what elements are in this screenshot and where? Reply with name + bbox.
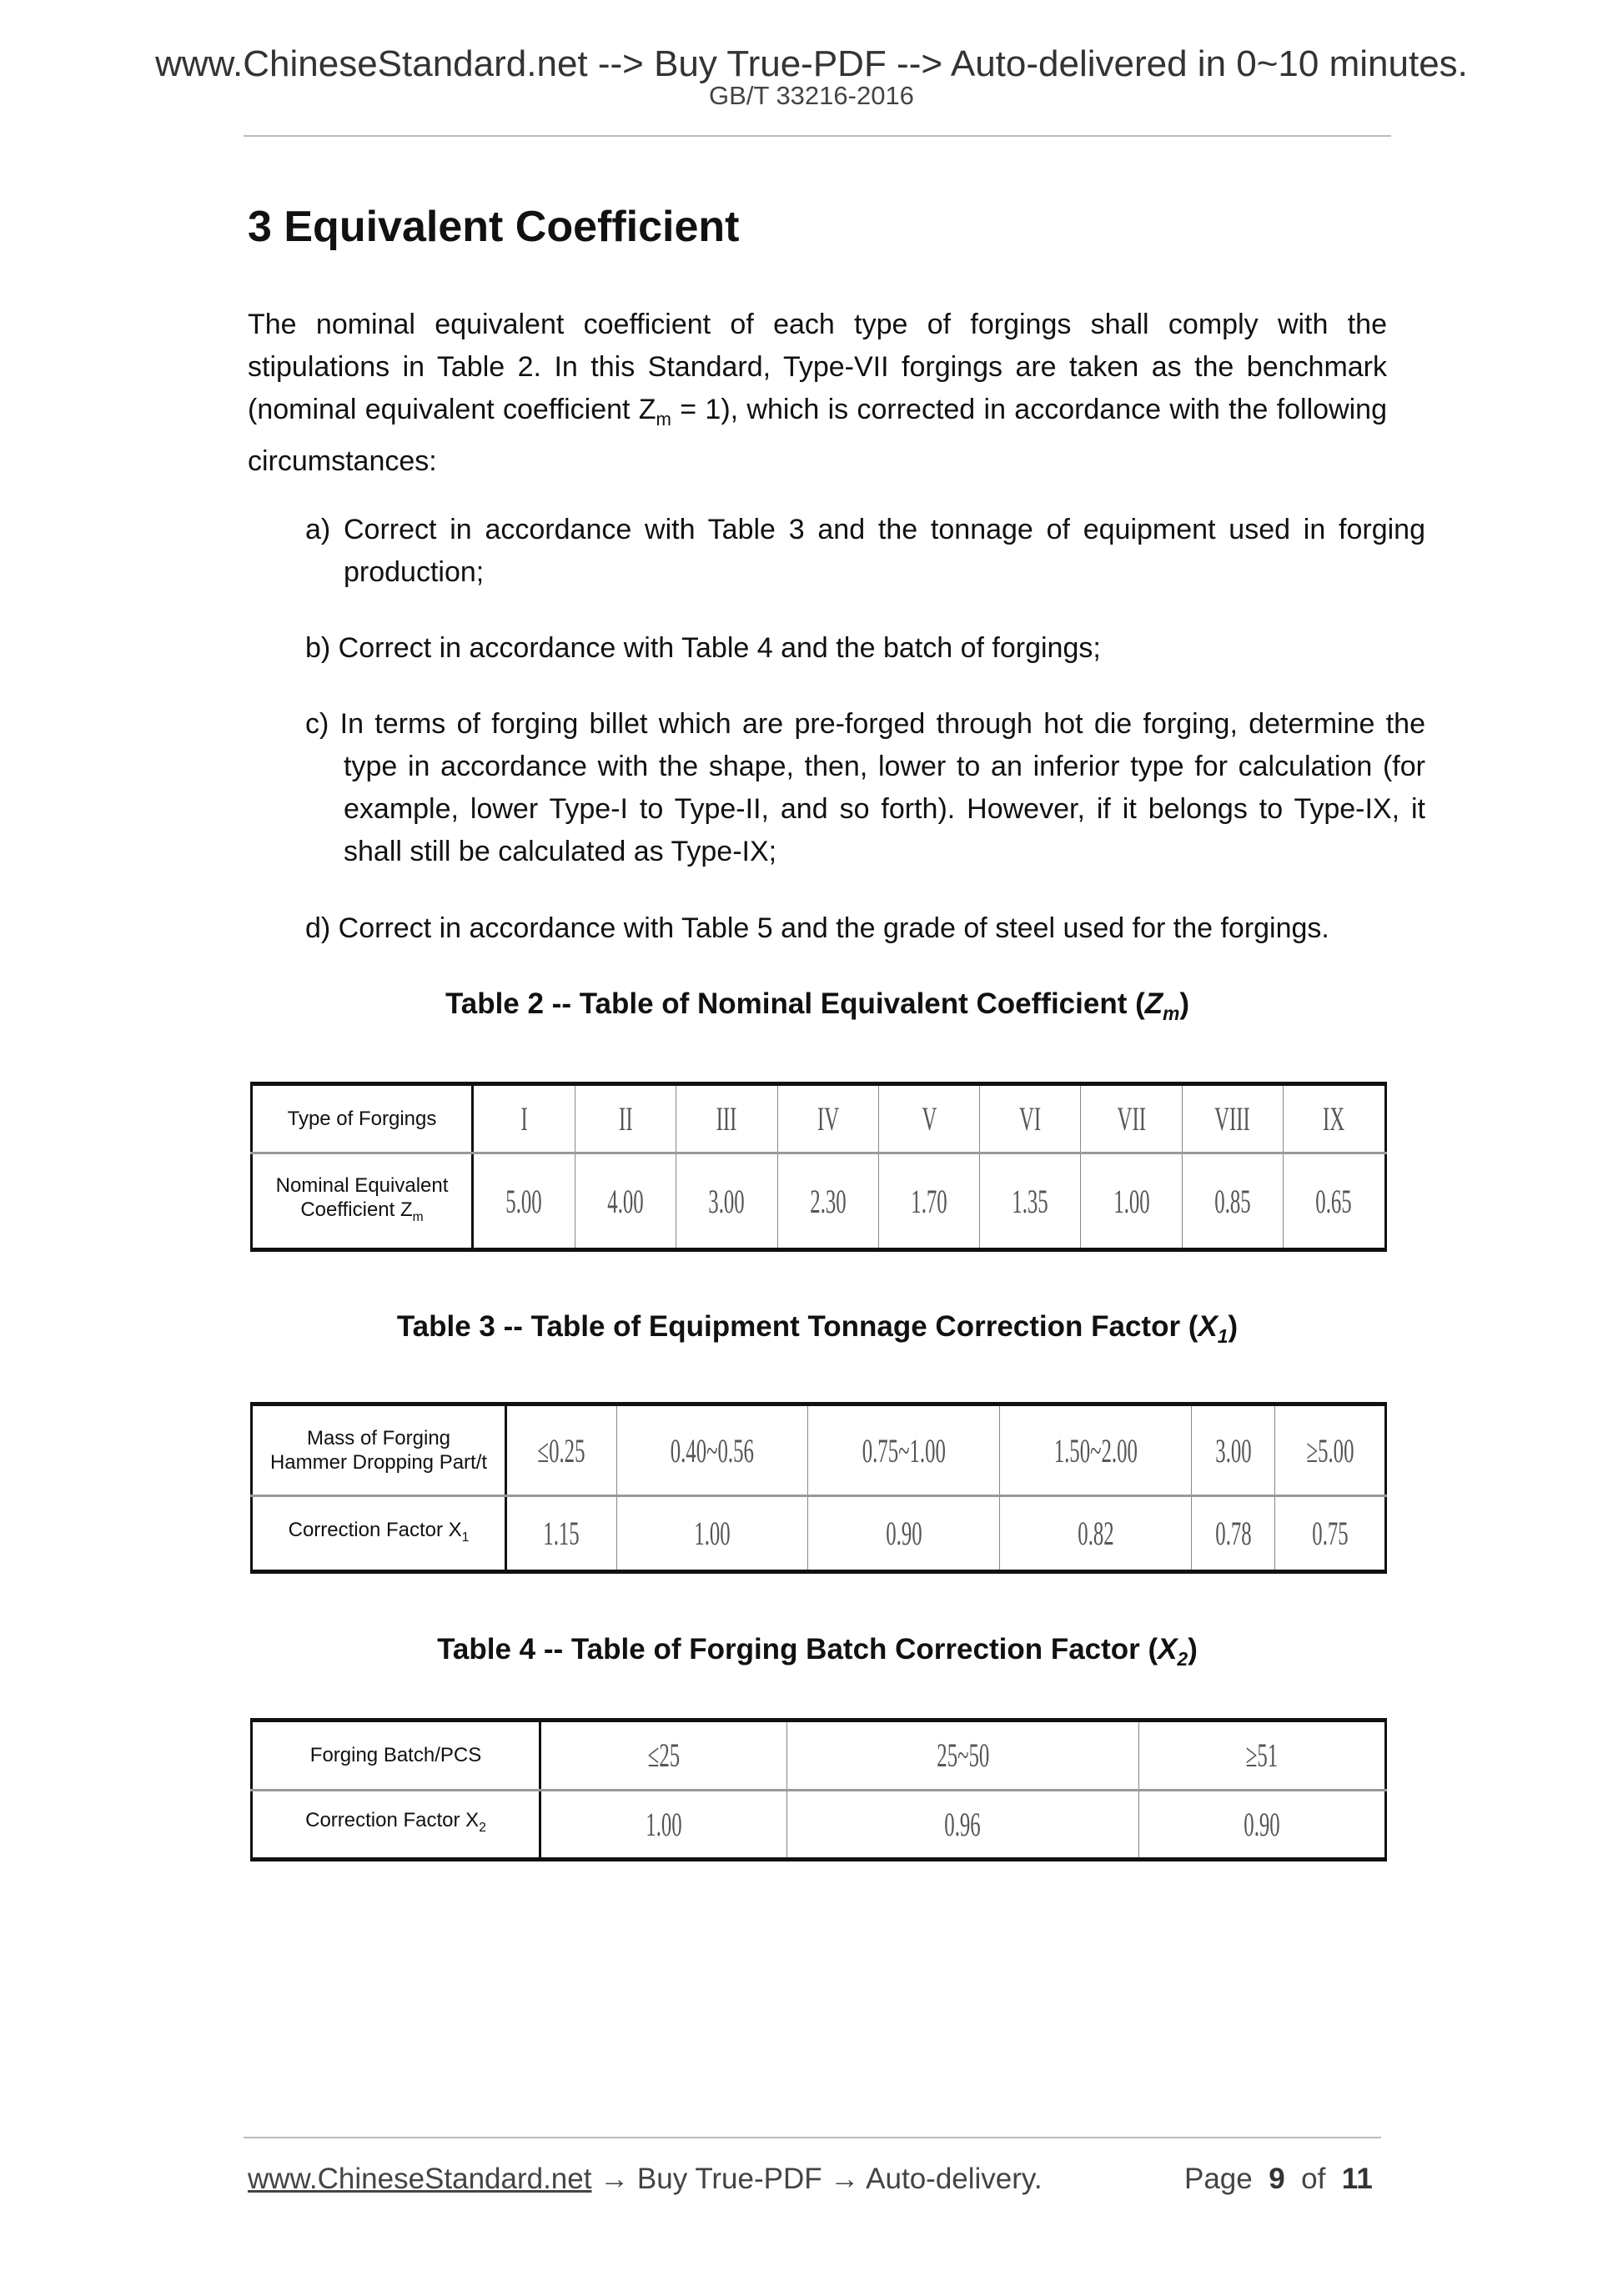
table2-row2-label: Nominal Equivalent Coefficient $Z_m$ bbox=[252, 1153, 473, 1250]
table4-row2-label: Correction Factor $X_2$ bbox=[252, 1790, 540, 1860]
table-3 bbox=[250, 1402, 1387, 1574]
coefficient-cell-text: 5.00 bbox=[505, 1182, 543, 1220]
page-label: Page bbox=[1184, 2163, 1253, 2195]
forging-type-cell bbox=[575, 1084, 676, 1153]
forging-type-cell bbox=[980, 1084, 1081, 1153]
forging-type-cell bbox=[676, 1084, 777, 1153]
coefficient-cell bbox=[1283, 1153, 1385, 1250]
mass-cell bbox=[616, 1404, 808, 1496]
x1-factor-cell-text: 0.75 bbox=[1311, 1515, 1349, 1553]
batch-cell bbox=[540, 1721, 787, 1791]
coefficient-cell bbox=[980, 1153, 1081, 1250]
mass-cell-text: 1.50~2.00 bbox=[1053, 1431, 1138, 1470]
x2-factor-cell bbox=[787, 1790, 1139, 1860]
batch-cell-text: ≤25 bbox=[647, 1736, 681, 1775]
forging-type-cell bbox=[1283, 1084, 1385, 1153]
list-item-c: c) In terms of forging billet which are pre-forged through hot die forging, determine the type in accordance with the shape, then, lower to an inferior type for calculation (for example, lower Type-I to Type-II, and so forth). However, if it belongs to Type-IX, it shall still be calculated as Type-IX; bbox=[305, 708, 1425, 867]
batch-cell-text: 25~50 bbox=[936, 1736, 989, 1775]
coefficient-cell bbox=[575, 1153, 676, 1250]
batch-cell-text: ≥51 bbox=[1245, 1736, 1279, 1775]
mass-cell-text: ≤0.25 bbox=[537, 1431, 585, 1470]
x1-factor-cell bbox=[616, 1496, 808, 1572]
page-indicator bbox=[1184, 2163, 1373, 2196]
footer-divider bbox=[244, 2137, 1381, 2138]
forging-type-cell bbox=[473, 1084, 575, 1153]
forging-type-cell bbox=[1081, 1084, 1182, 1153]
coefficient-cell bbox=[676, 1153, 777, 1250]
mass-cell-text: ≥5.00 bbox=[1306, 1431, 1354, 1470]
forging-type-cell-text: V bbox=[922, 1100, 937, 1138]
mass-cell-text: 0.75~1.00 bbox=[862, 1431, 946, 1470]
footer-text: → Buy True-PDF → Auto-delivery. bbox=[591, 2163, 1043, 2195]
page-of: of bbox=[1301, 2163, 1326, 2195]
forging-type-cell-text: IV bbox=[817, 1100, 839, 1138]
x1-factor-cell bbox=[506, 1496, 617, 1572]
table3-row1-label: Mass of Forging Hammer Dropping Part/t bbox=[252, 1404, 506, 1496]
coefficient-cell bbox=[1081, 1153, 1182, 1250]
coefficient-cell-text: 0.85 bbox=[1214, 1182, 1251, 1220]
list-item-d: d) Correct in accordance with Table 5 and the grade of steel used for the forgings. bbox=[305, 912, 1329, 944]
section-heading: 3 Equivalent Coefficient bbox=[248, 203, 740, 251]
table2-caption: Table 2 -- Table of Nominal Equivalent Coefficient $(Z_m)$ bbox=[445, 987, 1190, 1024]
table-2 bbox=[250, 1082, 1387, 1252]
coefficient-cell-text: 1.00 bbox=[1113, 1182, 1150, 1220]
header-divider bbox=[244, 135, 1391, 137]
site-banner: www.ChineseStandard.net --> Buy True-PDF --> Auto-delivered in 0~10 minutes. bbox=[155, 43, 1468, 84]
document-number: GB/T 33216-2016 bbox=[709, 81, 914, 110]
forging-type-cell-text: III bbox=[716, 1100, 737, 1138]
coefficient-cell-text: 2.30 bbox=[809, 1182, 847, 1220]
mass-cell bbox=[1275, 1404, 1386, 1496]
intro-paragraph: The nominal equivalent coefficient of each type of forgings shall comply with the stipulations in Table 2. In this Standard, Type-VII forgings are taken as the benchmark (nominal equivalent coefficient $Z_m = 1$), which is corrected in accordance with the following circumstances: bbox=[248, 309, 1387, 477]
table4-caption: Table 4 -- Table of Forging Batch Correction Factor $(X_2)$ bbox=[437, 1633, 1198, 1670]
table-4 bbox=[250, 1718, 1387, 1861]
x1-factor-cell bbox=[1191, 1496, 1274, 1572]
forging-type-cell-text: VII bbox=[1117, 1100, 1146, 1138]
coefficient-cell bbox=[878, 1153, 979, 1250]
list-item-b: b) Correct in accordance with Table 4 and the batch of forgings; bbox=[305, 632, 1101, 664]
forging-type-cell bbox=[878, 1084, 979, 1153]
batch-cell bbox=[1138, 1721, 1385, 1791]
table4-row1-label: Forging Batch/PCS bbox=[252, 1721, 540, 1791]
x2-factor-cell bbox=[1138, 1790, 1385, 1860]
x2-factor-cell-text: 0.96 bbox=[944, 1805, 982, 1843]
coefficient-cell bbox=[1182, 1153, 1283, 1250]
x1-factor-cell-text: 1.00 bbox=[694, 1515, 731, 1553]
coefficient-cell-text: 4.00 bbox=[607, 1182, 644, 1220]
forging-type-cell-text: I bbox=[520, 1100, 528, 1138]
x1-factor-cell bbox=[808, 1496, 1000, 1572]
x2-factor-cell bbox=[540, 1790, 787, 1860]
list-item-a: a) Correct in accordance with Table 3 and the tonnage of equipment used in forging production; bbox=[305, 514, 1425, 588]
coefficient-cell-text: 1.35 bbox=[1012, 1182, 1048, 1220]
mass-cell bbox=[1000, 1404, 1192, 1496]
footer-promo bbox=[248, 2163, 1043, 2196]
x1-factor-cell-text: 1.15 bbox=[543, 1515, 580, 1553]
x2-factor-cell-text: 1.00 bbox=[646, 1805, 682, 1843]
table2-row1-label: Type of Forgings bbox=[252, 1084, 473, 1153]
coefficient-cell-text: 3.00 bbox=[708, 1182, 746, 1220]
forging-type-cell-text: II bbox=[618, 1100, 633, 1138]
mass-cell-text: 3.00 bbox=[1214, 1431, 1252, 1470]
table3-caption: Table 3 -- Table of Equipment Tonnage Correction Factor $(X_1)$ bbox=[396, 1310, 1239, 1347]
coefficient-cell-text: 0.65 bbox=[1315, 1182, 1353, 1220]
footer-link[interactable]: www.ChineseStandard.net bbox=[248, 2163, 592, 2195]
mass-cell-text: 0.40~0.56 bbox=[670, 1431, 755, 1470]
forging-type-cell-text: VIII bbox=[1214, 1100, 1251, 1138]
batch-cell bbox=[787, 1721, 1139, 1791]
x2-factor-cell-text: 0.90 bbox=[1244, 1805, 1280, 1843]
forging-type-cell-text: VI bbox=[1019, 1100, 1042, 1138]
mass-cell bbox=[1191, 1404, 1274, 1496]
x1-factor-cell-text: 0.90 bbox=[886, 1515, 922, 1553]
page-total: 11 bbox=[1341, 2163, 1373, 2195]
coefficient-cell bbox=[777, 1153, 878, 1250]
forging-type-cell bbox=[1182, 1084, 1283, 1153]
table3-row2-label: Correction Factor $X_1$ bbox=[252, 1496, 506, 1572]
forging-type-cell-text: IX bbox=[1323, 1100, 1345, 1138]
mass-cell bbox=[506, 1404, 617, 1496]
mass-cell bbox=[808, 1404, 1000, 1496]
coefficient-cell-text: 1.70 bbox=[911, 1182, 947, 1220]
x1-factor-cell-text: 0.78 bbox=[1214, 1515, 1252, 1553]
coefficient-cell bbox=[473, 1153, 575, 1250]
forging-type-cell bbox=[777, 1084, 878, 1153]
x1-factor-cell bbox=[1000, 1496, 1192, 1572]
x1-factor-cell-text: 0.82 bbox=[1077, 1515, 1114, 1553]
x1-factor-cell bbox=[1275, 1496, 1386, 1572]
page-number: 9 bbox=[1269, 2163, 1285, 2195]
